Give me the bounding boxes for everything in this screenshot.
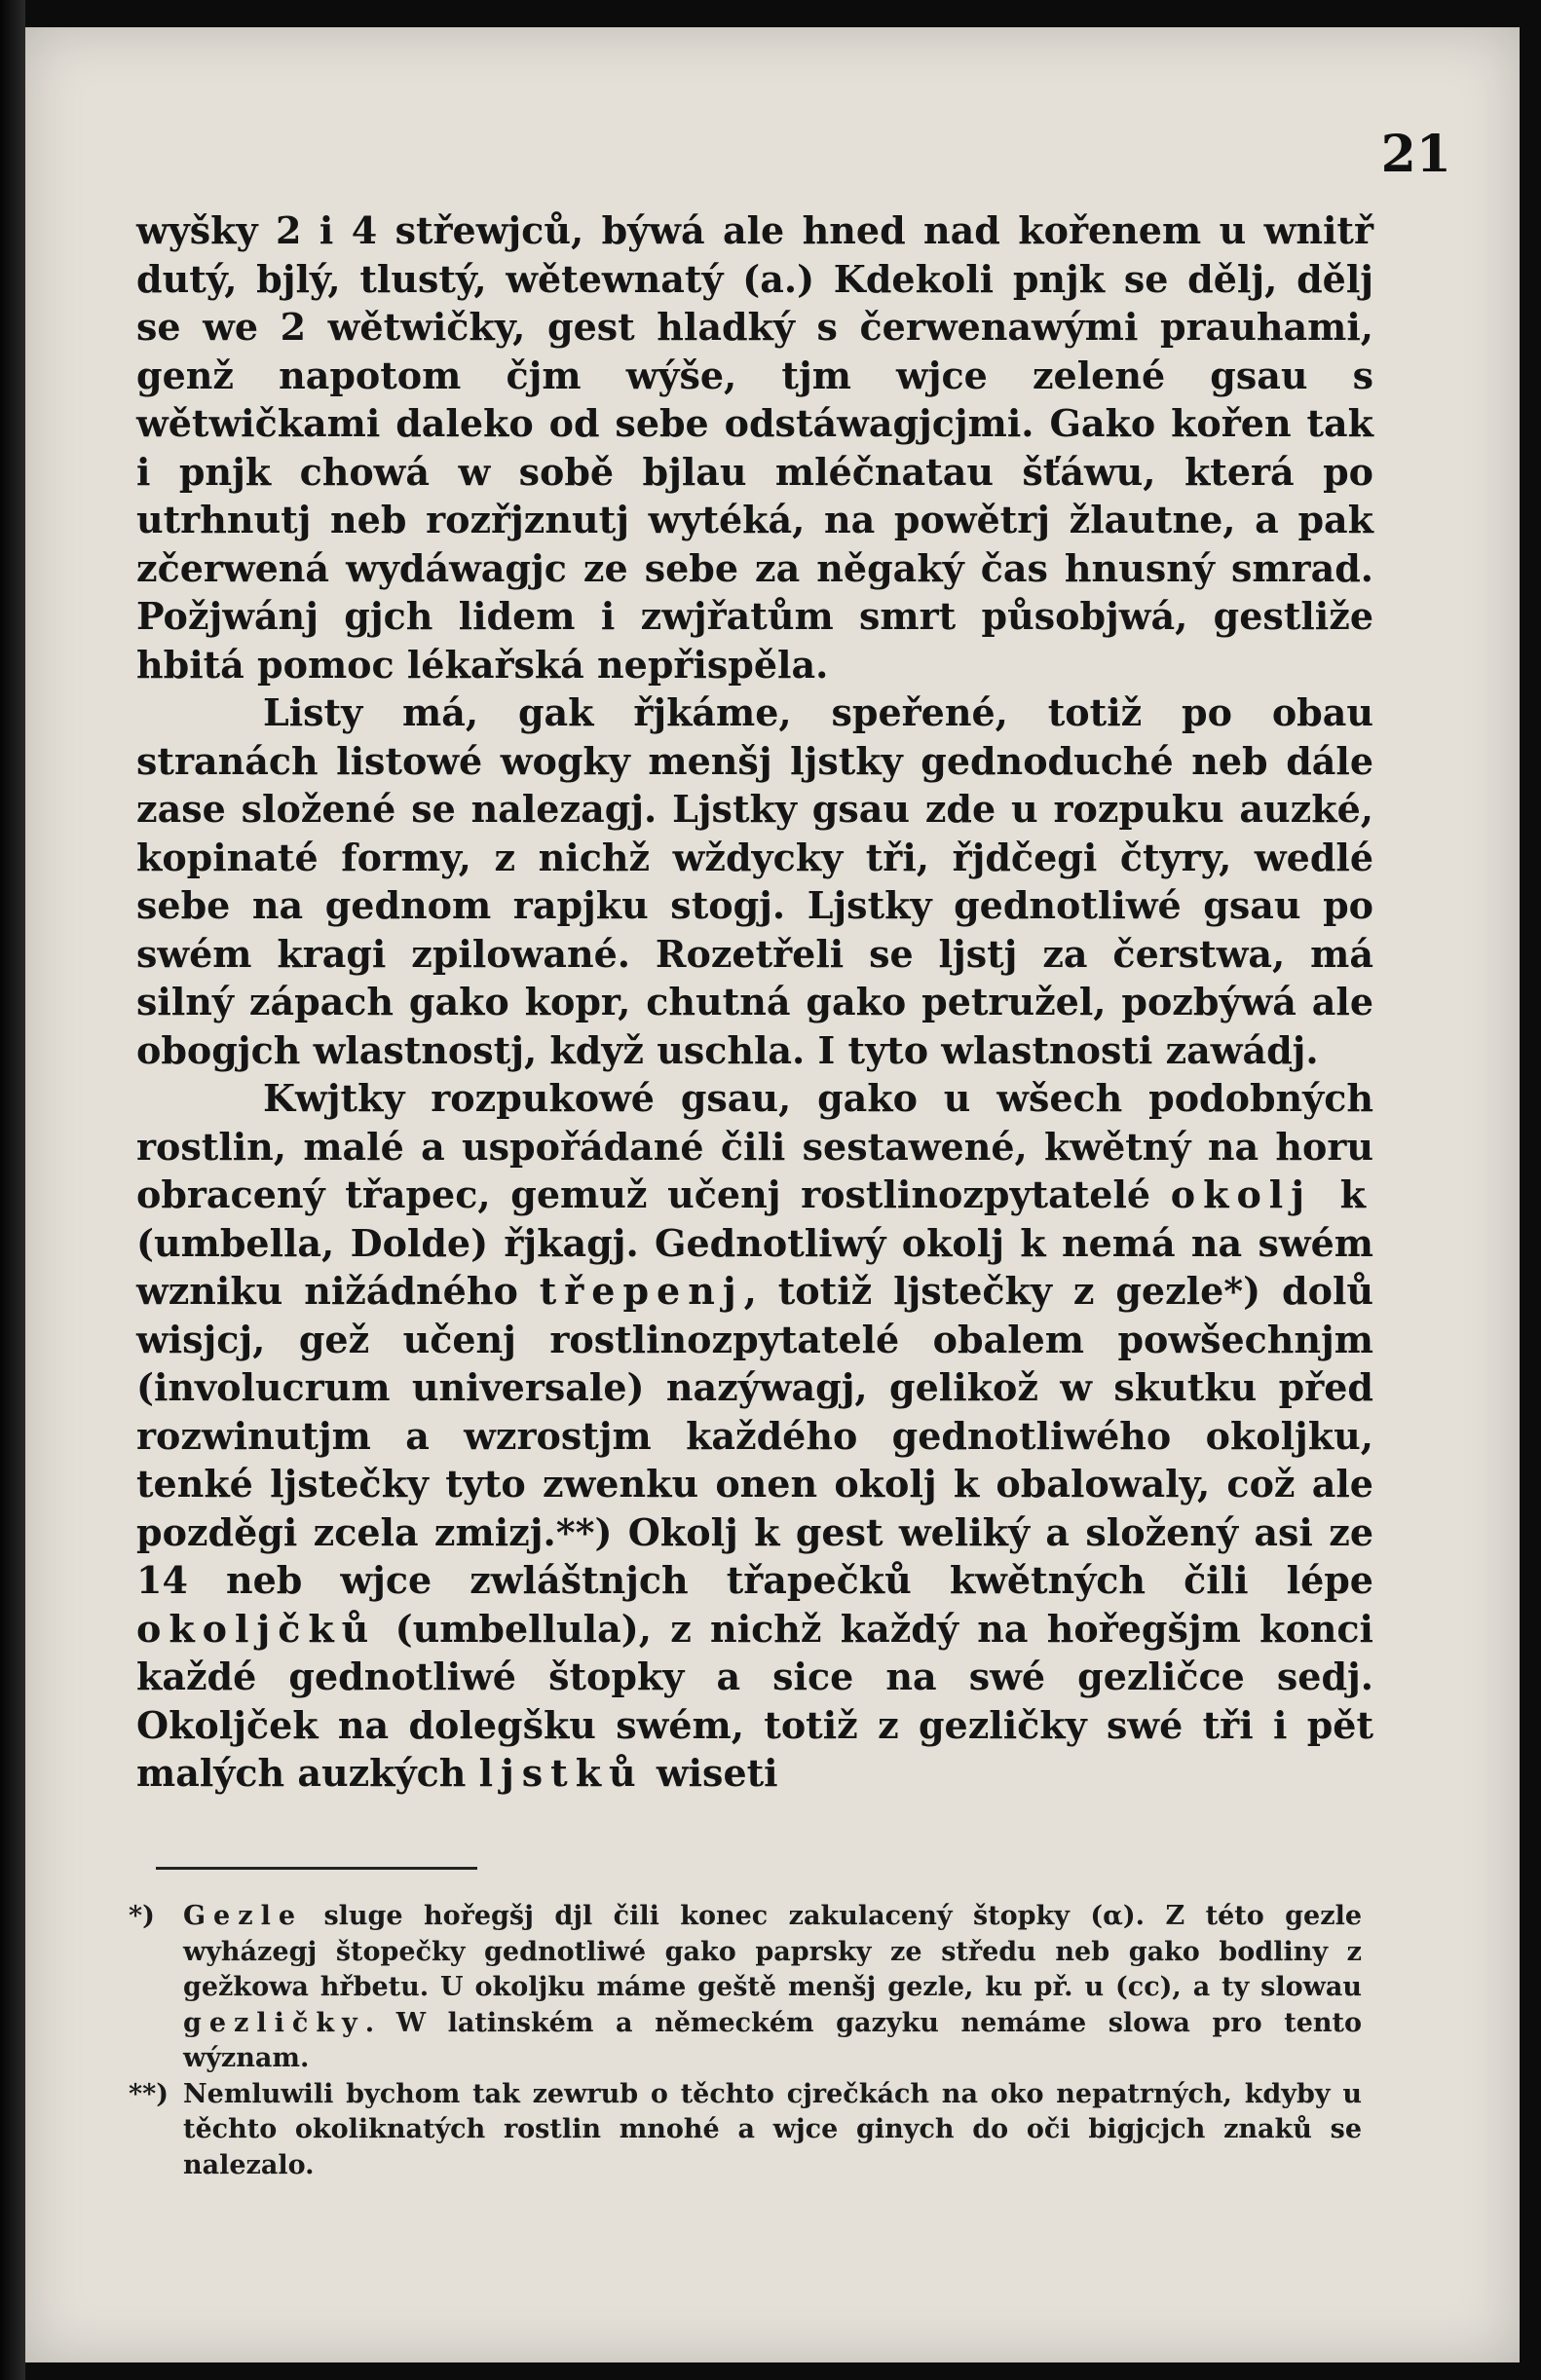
paragraph-2 [136,688,1373,1074]
term-listy: Listy [263,690,363,734]
spaced-term-okolicku: okoljčků [136,1606,377,1651]
footnote-2-mark: **) [129,2078,169,2109]
paragraph-2-text: má, gak řjkáme, speřené, totiž po obau stranách listowé wogky menšj ljstky gednoduché neb dále zase složené se nalezagj. Ljstky gsau zde u rozpuku auzké, kopinaté formy, z nichž wždycky tři, řjdčegi čtyry, wedlé sebe na gednom rapjku stogj. Ljstky gednotliwé gsau po swém kragi zpilowané. Rozetřeli se ljstj za čerstwa, má silný zápach gako kopr, chutná gako petružel, pozbýwá ale obogjch wlastnostj, když uschla. I tyto wlastnosti zawádj. [136,690,1373,1072]
page-number: 21 [1380,125,1451,184]
spaced-term-okolik: okolj k [1170,1172,1373,1216]
footnotes [129,1899,1362,2183]
footnote-divider [156,1867,477,1870]
term-kwjtky: Kwjtky [263,1076,405,1120]
spaced-term-trepeni: třepenj [539,1269,744,1313]
paragraph-3-text-3: , totiž ljstečky z gezle*) dolů wisjcj, gež učenj rostlinozpytatelé obalem powšechnjm (involucrum universale) nazýwagj, gelikož w skutku před rozwinutjm a wzrostjm každého gednotliwého okoljku, tenké ljstečky tyto zwenku onen okolj k obalowaly, což ale pozděgi zcela zmizj.**) Okolj k gest weliký a složený asi ze 14 neb wjce zwláštnjch třapečků kwětných čili lépe [136,1269,1374,1602]
footnote-2-text: Nemluwili bychom tak zewrub o těchto cjrečkách na oko nepatrných, kdyby u těchto okoliknatých rostlin mnohé a wjce ginych do oči bigjcjch znaků se nalezalo. [183,2078,1362,2180]
paragraph-3-text-4: (umbellula), z nichž každý na hořegšjm konci každé gednotliwé štopky a sice na swé gezličce sedj. Okoljček na dolegšku swém, totiž z gezličky swé tři i pět malých auzkých [136,1606,1373,1795]
footnote-1-term-2: gezličky [183,2007,365,2038]
footnote-1-text: sluge hořegšj djl čili konec zakulacený štopky (α). Z této gezle wyházegj štopečky gednotliwé gako paprsky ze středu neb gako bodliny z gežkowa hřbetu. U okoljku máme geště menšj gezle, ku př. u (cc), a ty slowau [183,1901,1362,2002]
spaced-term-listku: ljstků [478,1751,644,1795]
main-text [136,206,1373,1798]
paragraph-3-text-5: wiseti [643,1751,778,1795]
paragraph-3-text-2: (umbella, Dolde) řjkagj. Gednotliwý okolj k nemá na swém wzniku nižádného [136,1220,1373,1313]
footnote-1-mark: *) [129,1901,155,1931]
footnote-1-term: Gezle [183,1901,304,1931]
paragraph-1: wyšky 2 i 4 střewjců, býwá ale hned nad kořenem u wnitř dutý, bjlý, tlustý, wětewnatý (a.) Kdekoli pnjk se dělj, dělj se we 2 wětwičky, gest hladký s čerwenawými prauhami, genž napotom čjm wýše, tjm wjce zelené gsau s wětwičkami daleko od sebe odstáwagjcjmi. Gako kořen tak i pnjk chowá w sobě bjlau mléčnatau šťáwu, která po utrhnutj neb rozřjznutj wytéká, na powětrj žlautne, a pak zčerwená wydáwagjc ze sebe za něgaký čas hnusný smrad. Požjwánj gjch lidem i zwjřatům smrt působjwá, gestliže hbitá pomoc lékařská nepřispěla. [136,208,1373,687]
paragraph-3 [136,1074,1373,1798]
footnote-1 [129,1899,1362,2077]
footnote-1-text-2: . W latinském a německém gazyku nemáme slowa pro tento wýznam. [183,2007,1362,2073]
scan-shadow [0,0,25,2380]
footnote-2 [129,2077,1362,2184]
paragraph-3-text-1: rozpukowé gsau, gako u wšech podobných rostlin, malé a uspořádané čili sestawené, kwětný na horu obracený třapec, gemuž učenj rostlinozpytatelé [136,1076,1373,1216]
